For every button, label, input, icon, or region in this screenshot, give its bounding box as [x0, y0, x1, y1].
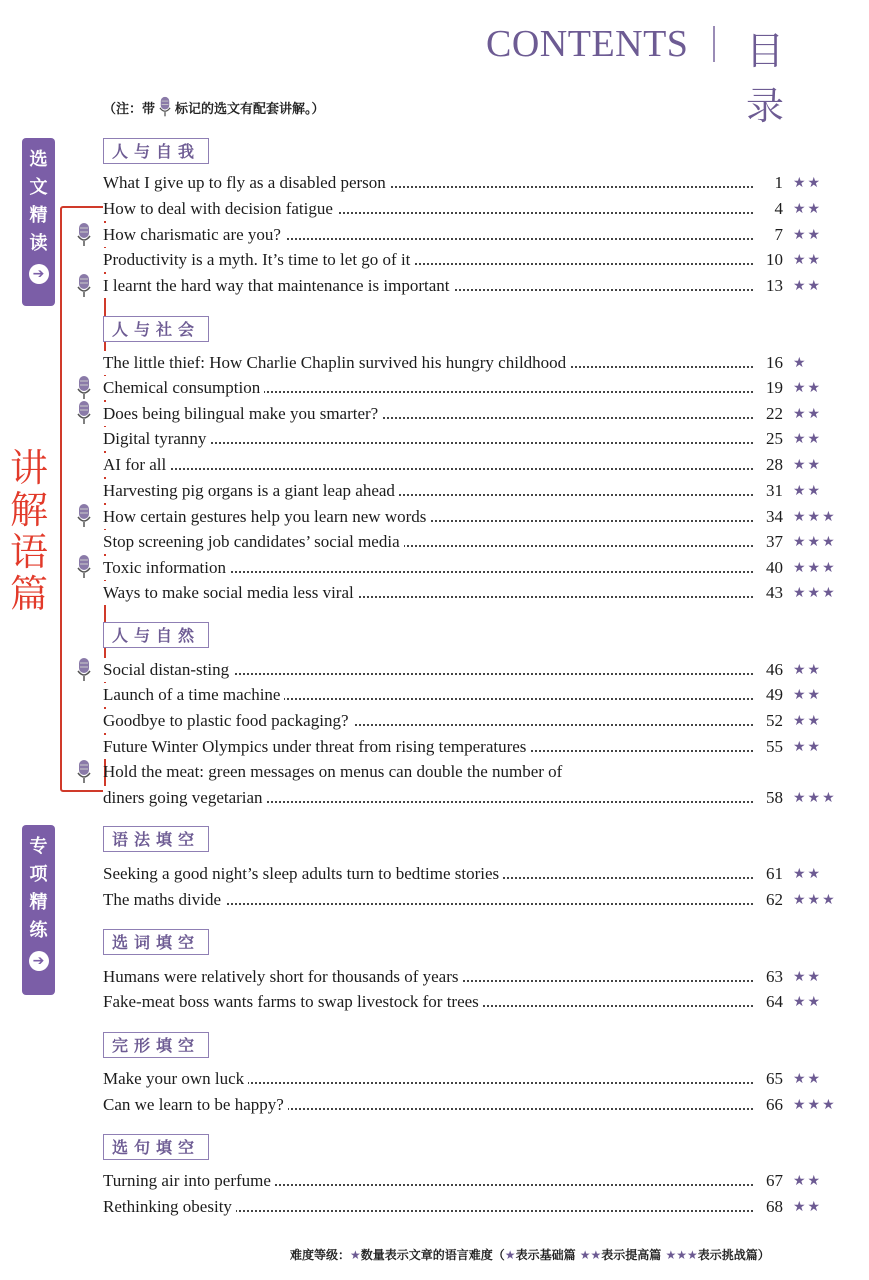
entry-page: 22	[766, 404, 783, 423]
entry-page: 43	[766, 583, 783, 602]
star-icon: ★★	[793, 866, 823, 882]
tab-char: 文	[29, 177, 48, 198]
star-icon: ★★	[793, 227, 823, 243]
star-icon: ★	[793, 355, 808, 371]
toc-entry[interactable]	[103, 862, 843, 886]
entry-page: 55	[766, 737, 783, 756]
entry-title: diners going vegetarian	[103, 786, 267, 810]
header-cn-title: 目 录	[746, 29, 797, 128]
entry-title: Chemical consumption	[103, 376, 264, 400]
entry-title: Make your own luck	[103, 1067, 248, 1091]
entry-title: The little thief: How Charlie Chaplin survived his hungry childhood	[103, 351, 570, 375]
toc-entry[interactable]	[103, 351, 843, 375]
toc-entry[interactable]	[103, 1195, 843, 1219]
microphone-icon[interactable]	[76, 400, 92, 426]
microphone-icon[interactable]	[76, 375, 92, 401]
section-label: 人与自然	[103, 622, 209, 648]
microphone-icon[interactable]	[76, 759, 92, 785]
star-icon: ★★	[793, 662, 823, 678]
entry-title: Stop screening job candidates’ social media	[103, 530, 404, 554]
legend-prefix: 难度等级：	[290, 1248, 351, 1262]
entry-title: Future Winter Olympics under threat from rising temperatures	[103, 735, 530, 759]
star-icon: ★★	[793, 175, 823, 191]
entry-page: 49	[766, 685, 783, 704]
entry-page: 28	[766, 455, 783, 474]
toc-entry[interactable]	[103, 1169, 843, 1193]
star-icon: ★★★	[793, 892, 837, 908]
toc-entry[interactable]	[103, 402, 843, 426]
side-tab-reading[interactable]	[22, 138, 55, 306]
star-icon: ★★	[793, 380, 823, 396]
note-before: （注：带	[103, 101, 156, 117]
entry-page: 19	[766, 378, 783, 397]
section-label: 语法填空	[103, 826, 209, 852]
star-icon: ★★★	[793, 534, 837, 550]
star-icon: ★★	[793, 687, 823, 703]
star-icon: ★★★	[793, 509, 837, 525]
entry-title: Harvesting pig organs is a giant leap ahead	[103, 479, 399, 503]
toc-entry[interactable]	[103, 453, 843, 477]
entry-title: Social distan-sting	[103, 658, 233, 682]
tab-char: 练	[29, 920, 48, 941]
entry-page: 65	[766, 1069, 783, 1088]
entry-page: 52	[766, 711, 783, 730]
entry-title: How to deal with decision fatigue	[103, 197, 337, 221]
entry-title: Seeking a good night’s sleep adults turn to bedtime stories	[103, 862, 503, 886]
section-label: 选句填空	[103, 1134, 209, 1160]
entry-page: 25	[766, 429, 783, 448]
entry-title: Fake-meat boss wants farms to swap livestock for trees	[103, 990, 483, 1014]
toc-entry[interactable]	[103, 683, 843, 707]
star-icon: ★★	[793, 406, 823, 422]
toc-entry[interactable]	[103, 581, 843, 605]
entry-title: Turning air into perfume	[103, 1169, 275, 1193]
microphone-icon[interactable]	[76, 503, 92, 529]
star-icon: ★★	[793, 457, 823, 473]
toc-entry[interactable]	[103, 171, 843, 195]
toc-entry[interactable]	[103, 505, 843, 529]
microphone-icon[interactable]	[76, 554, 92, 580]
entry-title-line1[interactable]: Hold the meat: green messages on menus can double the number of	[103, 762, 563, 781]
tab-char: 精	[29, 205, 48, 226]
section-label: 选词填空	[103, 929, 209, 955]
difficulty-legend	[290, 1246, 770, 1263]
microphone-icon[interactable]	[76, 657, 92, 683]
star-icon: ★★	[793, 278, 823, 294]
red-char: 篇	[9, 572, 48, 616]
toc-entry[interactable]	[103, 248, 843, 272]
tab-char: 选	[29, 149, 48, 170]
entry-title: I learnt the hard way that maintenance is important	[103, 274, 453, 298]
section-label: 人与自我	[103, 138, 209, 164]
entry-title: Ways to make social media less viral	[103, 581, 358, 605]
toc-entry[interactable]	[103, 530, 843, 554]
red-annotation-label	[8, 447, 50, 615]
note-after: 标记的选文有配套讲解。）	[175, 101, 325, 117]
entry-title: Humans were relatively short for thousands of years	[103, 965, 462, 989]
note	[103, 96, 325, 118]
star-icon: ★★★	[793, 790, 837, 806]
toc-entry[interactable]	[103, 274, 843, 298]
entry-title: Does being bilingual make you smarter?	[103, 402, 382, 426]
star-icon: ★★	[793, 1071, 823, 1087]
entry-page: 46	[766, 660, 783, 679]
star-icon: ★★	[793, 252, 823, 268]
entry-page: 37	[766, 532, 783, 551]
entry-page: 13	[766, 276, 783, 295]
star-icon: ★★★	[793, 1097, 837, 1113]
entry-page: 4	[774, 199, 783, 218]
star-icon: ★★★	[665, 1248, 698, 1262]
toc-entry[interactable]	[103, 786, 843, 810]
star-icon: ★★	[793, 713, 823, 729]
entry-title: Productivity is a myth. It’s time to let go of it	[103, 248, 414, 272]
entry-page: 64	[766, 992, 783, 1011]
microphone-icon[interactable]	[76, 273, 92, 299]
entry-page: 16	[766, 353, 783, 372]
toc-entry[interactable]	[103, 427, 843, 451]
entry-title: Launch of a time machine	[103, 683, 284, 707]
entry-page: 61	[766, 864, 783, 883]
section-label: 完形填空	[103, 1032, 209, 1058]
legend-challenge: 表示挑战篇）	[697, 1248, 770, 1262]
toc-entry[interactable]	[103, 1067, 843, 1091]
red-char: 语	[9, 530, 48, 574]
entry-page: 62	[766, 890, 783, 909]
entry-title: What I give up to fly as a disabled person	[103, 171, 390, 195]
star-icon: ★★	[793, 431, 823, 447]
header-title: CONTENTS	[486, 23, 689, 65]
entry-title: Digital tyranny	[103, 427, 210, 451]
side-tab-practice[interactable]	[22, 825, 55, 995]
entry-page: 68	[766, 1197, 783, 1216]
entry-title: Can we learn to be happy?	[103, 1093, 288, 1117]
toc-entry[interactable]	[103, 376, 843, 400]
entry-page: 67	[766, 1171, 783, 1190]
entry-page: 66	[766, 1095, 783, 1114]
toc-entry[interactable]	[103, 990, 843, 1014]
arrow-right-icon: ➔	[29, 264, 49, 284]
tab-char: 精	[29, 892, 48, 913]
toc-entry[interactable]	[103, 1093, 843, 1117]
entry-page: 58	[766, 788, 783, 807]
star-icon: ★	[504, 1248, 516, 1262]
red-char: 讲	[9, 446, 48, 490]
star-icon: ★★	[793, 483, 823, 499]
entry-page: 1	[774, 173, 783, 192]
toc-entry[interactable]	[103, 888, 843, 912]
star-icon: ★★	[579, 1248, 602, 1262]
star-icon: ★	[350, 1248, 361, 1262]
entry-page: 63	[766, 967, 783, 986]
toc-entry[interactable]	[103, 735, 843, 759]
star-icon: ★★	[793, 201, 823, 217]
star-icon: ★★	[793, 739, 823, 755]
entry-page: 34	[766, 507, 783, 526]
entry-title: Toxic information	[103, 556, 230, 580]
entry-page: 10	[766, 250, 783, 269]
tab-char: 专	[29, 836, 48, 857]
entry-title: AI for all	[103, 453, 170, 477]
entry-title: Goodbye to plastic food packaging?	[103, 709, 353, 733]
header-divider	[713, 26, 715, 62]
legend-desc: 数量表示文章的语言难度（	[360, 1248, 505, 1262]
star-icon: ★★	[793, 1173, 823, 1189]
star-icon: ★★★	[793, 585, 837, 601]
toc-entry[interactable]	[103, 479, 843, 503]
star-icon: ★★	[793, 994, 823, 1010]
microphone-icon	[158, 96, 172, 118]
microphone-icon[interactable]	[76, 222, 92, 248]
section-label: 人与社会	[103, 316, 209, 342]
legend-basic: 表示基础篇	[515, 1248, 576, 1262]
entry-page: 40	[766, 558, 783, 577]
toc-entry[interactable]	[103, 709, 843, 733]
legend-advanced: 表示提高篇	[601, 1248, 662, 1262]
entry-title: Rethinking obesity	[103, 1195, 236, 1219]
tab-char: 项	[29, 864, 48, 885]
toc-entry[interactable]	[103, 223, 843, 247]
red-char: 解	[9, 488, 48, 532]
toc-entry[interactable]	[103, 556, 843, 580]
star-icon: ★★	[793, 1199, 823, 1215]
entry-title: How charismatic are you?	[103, 223, 285, 247]
toc-entry[interactable]	[103, 658, 843, 682]
star-icon: ★★	[793, 969, 823, 985]
entry-title: The maths divide	[103, 888, 225, 912]
tab-char: 读	[29, 233, 48, 254]
entry-page: 31	[766, 481, 783, 500]
entry-title: How certain gestures help you learn new words	[103, 505, 430, 529]
star-icon: ★★★	[793, 560, 837, 576]
toc-entry[interactable]	[103, 965, 843, 989]
entry-page: 7	[774, 225, 783, 244]
arrow-right-icon: ➔	[29, 951, 49, 971]
toc-entry[interactable]	[103, 197, 843, 221]
